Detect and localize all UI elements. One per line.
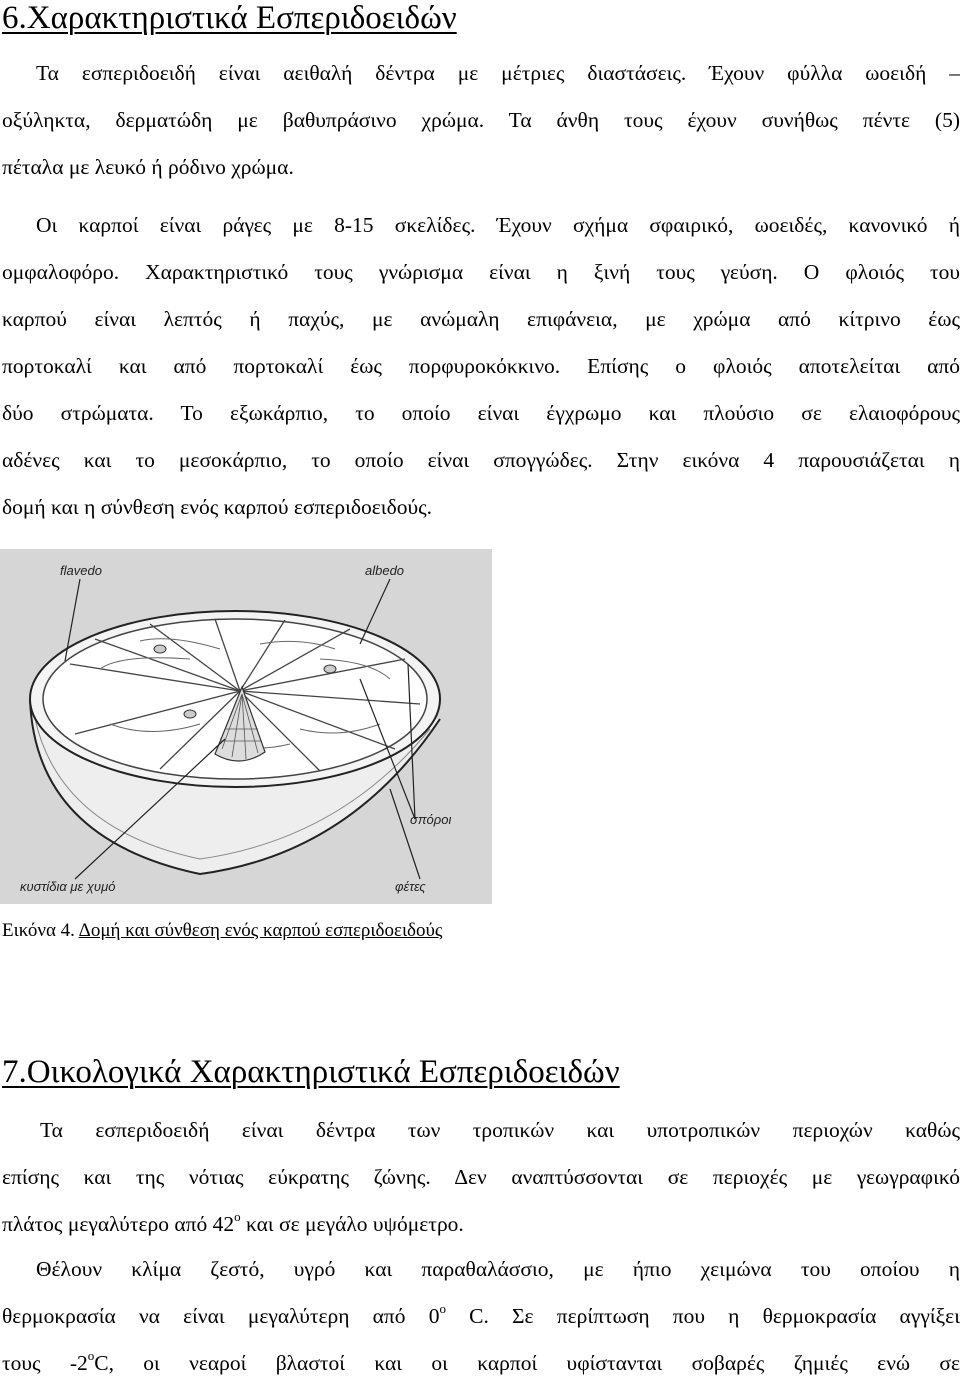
section-6-heading: 6.Χαρακτηριστικά Εσπεριδοειδών: [2, 0, 457, 36]
text-fragment: C. Σε περίπτωση που η θερμοκρασία αγγίξει: [445, 1304, 960, 1328]
section-7-paragraph-2: [2, 1246, 960, 1387]
text-line: ομφαλοφόρο. Χαρακτηριστικό τους γνώρισμα είναι η ξινή τους γεύση. Ο φλοιός του: [2, 260, 960, 284]
text-fragment: πλάτος μεγαλύτερο από 42: [2, 1212, 235, 1236]
section-6-paragraph-1: [2, 50, 960, 191]
text-line: [2, 1201, 960, 1248]
text-line: αδένες και το μεσοκάρπιο, το οποίο είναι σπογγώδες. Στην εικόνα 4 παρουσιάζεται η: [2, 448, 960, 472]
degree-superscript: ο: [439, 1300, 446, 1316]
degree-superscript: ο: [234, 1208, 241, 1224]
text-line: [2, 1293, 960, 1340]
text-line: επίσης και της νότιας εύκρατης ζώνης. Δεν αναπτύσσονται σε περιοχές με γεωγραφικό: [2, 1165, 960, 1189]
caption-title: Δομή και σύνθεση ενός καρπού εσπεριδοειδούς: [78, 920, 443, 941]
caption-prefix: Εικόνα 4.: [2, 920, 79, 941]
degree-superscript: ο: [87, 1347, 95, 1363]
section-7-heading: 7.Οικολογικά Χαρακτηριστικά Εσπεριδοειδών: [2, 1054, 620, 1090]
citrus-fruit-diagram: [0, 549, 492, 904]
text-line: [2, 1340, 960, 1387]
text-line: Τα εσπεριδοειδή είναι δέντρα των τροπικών και υποτροπικών περιοχών καθώς: [40, 1118, 960, 1142]
text-fragment: και σε μεγάλο υψόμετρο.: [240, 1212, 464, 1236]
label-flavedo: flavedo: [60, 563, 102, 578]
text-fragment: τους -2: [2, 1351, 88, 1375]
label-seeds: σπόροι: [410, 812, 452, 827]
label-albedo: albedo: [365, 563, 405, 578]
text-fragment: C, οι νεαροί βλαστοί και οι καρποί υφίστανται σοβαρές ζημιές ενώ σε: [94, 1351, 960, 1375]
text-line: δύο στρώματα. Το εξωκάρπιο, το οποίο είναι έγχρωμο και πλούσιο σε ελαιοφόρους: [2, 401, 960, 425]
section-6-paragraph-2: [2, 202, 960, 531]
text-fragment: θερμοκρασία να είναι μεγαλύτερη από 0: [2, 1304, 440, 1328]
figure-caption: [2, 920, 442, 942]
text-line: καρπού είναι λεπτός ή παχύς, με ανώμαλη επιφάνεια, με χρώμα από κίτρινο έως: [2, 307, 960, 331]
section-7-paragraph-1: [2, 1107, 960, 1248]
label-juice-sacs: κυστίδια με χυμό: [20, 879, 116, 894]
text-line: Θέλουν κλίμα ζεστό, υγρό και παραθαλάσσιο, με ήπιο χειμώνα του οποίου η: [36, 1257, 960, 1281]
text-line: δομή και η σύνθεση ενός καρπού εσπεριδοειδούς.: [2, 495, 432, 519]
text-line: Τα εσπεριδοειδή είναι αειθαλή δέντρα με μέτριες διαστάσεις. Έχουν φύλλα ωοειδή –: [36, 61, 960, 85]
label-segments: φέτες: [395, 879, 426, 894]
text-line: Οι καρποί είναι ράγες με 8-15 σκελίδες. Έχουν σχήμα σφαιρικό, ωοειδές, κανονικό ή: [36, 213, 960, 237]
text-line: πορτοκαλί και από πορτοκαλί έως πορφυροκόκκινο. Επίσης ο φλοιός αποτελείται από: [2, 354, 960, 378]
text-line: πέταλα με λευκό ή ρόδινο χρώμα.: [2, 155, 294, 179]
text-line: οξύληκτα, δερματώδη με βαθυπράσινο χρώμα. Τα άνθη τους έχουν συνήθως πέντε (5): [2, 108, 960, 132]
